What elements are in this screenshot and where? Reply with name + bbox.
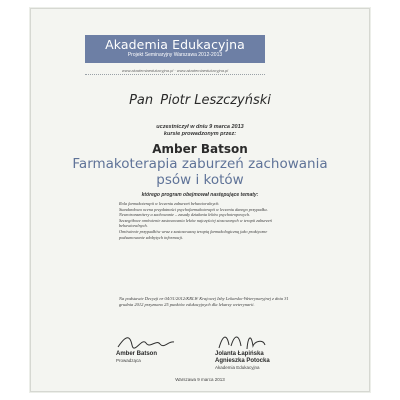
program-item: Neurotransmitery a zachowanie – zasady działania leków psychotropowych. [119,212,251,218]
participation-statement [0,124,400,138]
header-divider [85,74,265,75]
accreditation-note: Na podstawie Decyzji nr 04/31/2012/KRLW Krajowej Izby Lekarsko-Weterynaryjnej z dnia 31 grudnia 2012 przyznano 25 punktów edukacyjnych dla lekarzy weterynarii. [119,296,289,307]
recipient-name: Piotr Leszczyński [160,93,271,108]
program-item: Rola farmakoterapii w leczeniu zaburzeń behawioralnych. [119,201,220,206]
lecturer-name: Amber Batson [152,142,248,156]
participation-date-line: uczestniczył w dniu 9 marca 2013 [156,124,244,130]
program-list [119,201,289,240]
signature-mark [116,331,176,351]
recipient-line [0,93,400,108]
organization-subtitle: Projekt Seminaryjny Warszawa 2012-2013 [127,52,223,58]
program-item: Standardowa ocena przydatności psychofarmakoterapii w leczeniu danego przypadku. [119,206,268,212]
program-item: Szczegółowe omówienie zastosowania leków najczęściej stosowanych w terapii zaburzeń behawioralnych. [119,217,272,229]
recipient-prefix: Pan [129,93,154,108]
course-title: Farmakoterapia zaburzeń zachowania psów i kotów [72,156,328,188]
signature-block-academy [215,331,295,371]
organization-url: www.akademiaedukacyjna.pl · www.akademiaedukacyjna.pl [121,68,229,73]
program-item: Omówienie przypadków wraz z zastosowaną terapią farmakologiczną jako praktyczne podsumowanie zdobytych informacji. [119,228,268,240]
signature-role: Prowadząca [116,358,141,363]
signature-mark [215,331,285,351]
certificate-paper [30,8,370,392]
signature-name: Jolanta Łapińska Agnieszka Potocka [215,351,270,364]
signature-role: Akademia Edukacyjna [215,365,260,370]
program-header: którego program obejmował następujące tematy: [141,192,259,198]
participation-led-by-line: kursie prowadzonym przez: [163,131,237,137]
organization-title: Akademia Edukacyjna [105,37,245,52]
signature-name: Amber Batson [116,351,158,357]
signature-block-lecturer [116,331,196,364]
place-date: Warszawa 9 marca 2013 [175,377,225,382]
header-banner [85,35,265,63]
